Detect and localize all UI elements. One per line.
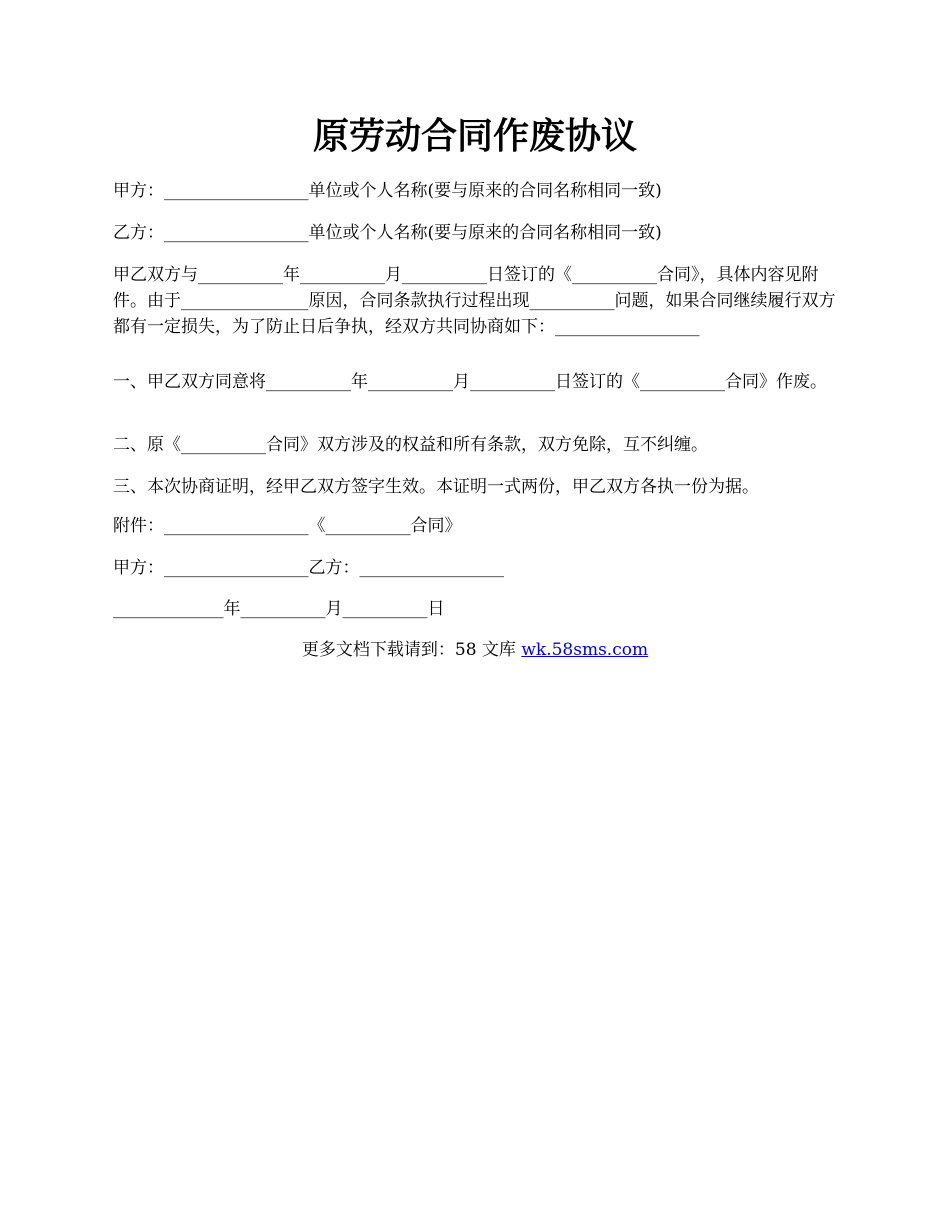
attachment-line: 附件：_________________《__________合同》 — [113, 516, 462, 536]
party-a-line: 甲方：_________________单位或个人名称(要与原来的合同名称相同一致) — [113, 181, 662, 201]
footer-text: 更多文档下载请到：58 文库 — [301, 640, 522, 660]
footer — [0, 637, 950, 663]
clause-one: 一、甲乙双方同意将__________年__________月__________日签订的《__________合同》作废。 — [113, 372, 827, 392]
party-b-line: 乙方：_________________单位或个人名称(要与原来的合同名称相同一致) — [113, 223, 662, 243]
clause-three: 三、本次协商证明，经甲乙双方签字生效。本证明一式两份，甲乙双方各执一份为据。 — [113, 477, 759, 497]
document-title: 原劳动合同作废协议 — [312, 115, 637, 157]
date-line: _____________年__________月__________日 — [113, 599, 445, 619]
clause-two: 二、原《__________合同》双方涉及的权益和所有条款，双方免除，互不纠缠。 — [113, 435, 708, 455]
intro-paragraph: 甲乙双方与__________年__________月__________日签订的《__________合同》，具体内容见附件。由于_______________原因，合同条款执行过程出现__________问题，如果合同继续履行双方都有一定损失，为了防止日后争执，经双方共同协商如下：_________________ — [113, 265, 836, 337]
footer-link[interactable]: wk.58sms.com — [521, 640, 649, 660]
signature-line: 甲方：_________________乙方：_________________ — [113, 558, 504, 578]
